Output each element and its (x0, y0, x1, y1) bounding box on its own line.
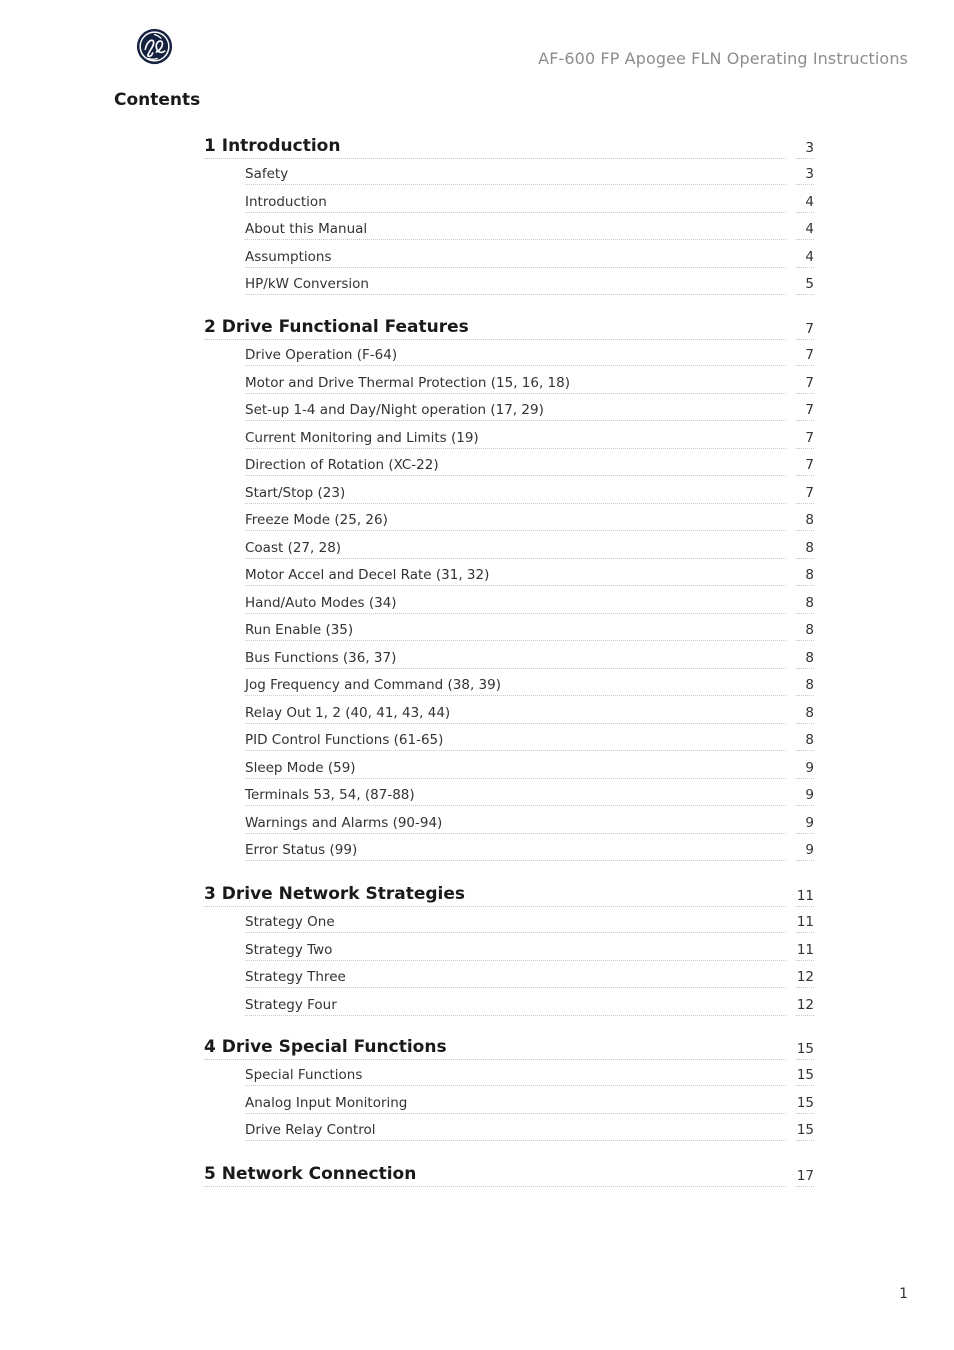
toc-entry-page: 5 (796, 276, 814, 295)
toc-entry[interactable] (245, 249, 814, 268)
document-title: AF-600 FP Apogee FLN Operating Instructions (538, 49, 908, 68)
toc-entry[interactable] (245, 402, 814, 421)
toc-entry-page: 8 (796, 622, 814, 641)
toc-entry-page: 9 (796, 760, 814, 779)
toc-entry-page: 7 (796, 402, 814, 421)
toc-chapter-page: 3 (796, 140, 814, 159)
toc-entry-title: PID Control Functions (61-65) (245, 732, 786, 751)
toc-entry-title: Assumptions (245, 249, 786, 268)
toc-entry-title: Motor Accel and Decel Rate (31, 32) (245, 567, 786, 586)
toc-entry-title: Strategy One (245, 914, 786, 933)
toc-entry-title: Motor and Drive Thermal Protection (15, 16, 18) (245, 375, 786, 394)
toc-entry-page: 4 (796, 221, 814, 240)
toc-entry-title: Strategy Four (245, 997, 786, 1016)
toc-entry[interactable] (245, 969, 814, 988)
toc-chapter-page: 7 (796, 321, 814, 340)
toc-entry[interactable] (245, 457, 814, 476)
toc-chapter-title: 4 Drive Special Functions (204, 1037, 786, 1060)
toc-entry[interactable] (245, 842, 814, 861)
toc-entry-page: 8 (796, 540, 814, 559)
toc-entry-title: Coast (27, 28) (245, 540, 786, 559)
toc-entry[interactable] (245, 997, 814, 1016)
toc-entry[interactable] (245, 194, 814, 213)
toc-entry-page: 8 (796, 650, 814, 669)
toc-entry-page: 8 (796, 677, 814, 696)
toc-entry-title: Hand/Auto Modes (34) (245, 595, 786, 614)
toc-chapter[interactable] (204, 884, 814, 907)
toc-entry-title: Jog Frequency and Command (38, 39) (245, 677, 786, 696)
toc-entry[interactable] (245, 914, 814, 933)
toc-entry-title: Analog Input Monitoring (245, 1095, 786, 1114)
toc-entry-page: 8 (796, 732, 814, 751)
toc-entry-page: 7 (796, 485, 814, 504)
toc-entry-page: 7 (796, 430, 814, 449)
toc-entry-page: 15 (796, 1067, 814, 1086)
toc-chapter-title: 5 Network Connection (204, 1164, 786, 1187)
toc-entry-title: Terminals 53, 54, (87-88) (245, 787, 786, 806)
toc-chapter[interactable] (204, 1037, 814, 1060)
toc-chapter-page: 11 (796, 888, 814, 907)
toc-entry-page: 7 (796, 347, 814, 366)
toc-entry[interactable] (245, 787, 814, 806)
toc-entry-page: 8 (796, 567, 814, 586)
toc-entry[interactable] (245, 221, 814, 240)
toc-chapter-title: 2 Drive Functional Features (204, 317, 786, 340)
contents-heading: Contents (114, 90, 201, 110)
toc-entry-title: Direction of Rotation (XC-22) (245, 457, 786, 476)
toc-entry[interactable] (245, 650, 814, 669)
toc-entry[interactable] (245, 1067, 814, 1086)
ge-monogram-icon (136, 28, 173, 65)
toc-entry-title: Error Status (99) (245, 842, 786, 861)
toc-chapter[interactable] (204, 1164, 814, 1187)
toc-entry-title: Strategy Three (245, 969, 786, 988)
toc-entry-page: 12 (796, 969, 814, 988)
toc-entry-title: Relay Out 1, 2 (40, 41, 43, 44) (245, 705, 786, 724)
toc-entry[interactable] (245, 595, 814, 614)
toc-entry-title: Set-up 1-4 and Day/Night operation (17, 29) (245, 402, 786, 421)
toc-entry[interactable] (245, 732, 814, 751)
toc-entry[interactable] (245, 705, 814, 724)
toc-entry[interactable] (245, 677, 814, 696)
toc-entry-title: Run Enable (35) (245, 622, 786, 641)
toc-entry-page: 11 (796, 942, 814, 961)
toc-entry-title: Drive Operation (F-64) (245, 347, 786, 366)
toc-entry-title: Safety (245, 166, 786, 185)
toc-entry-page: 8 (796, 595, 814, 614)
toc-chapter-page: 17 (796, 1168, 814, 1187)
toc-entry[interactable] (245, 540, 814, 559)
toc-entry-page: 12 (796, 997, 814, 1016)
toc-entry-page: 4 (796, 194, 814, 213)
toc-entry-page: 15 (796, 1122, 814, 1141)
toc-entry-title: Start/Stop (23) (245, 485, 786, 504)
toc-entry-title: Warnings and Alarms (90-94) (245, 815, 786, 834)
toc-entry-page: 8 (796, 512, 814, 531)
toc-entry-page: 9 (796, 815, 814, 834)
toc-entry-page: 7 (796, 457, 814, 476)
toc-entry[interactable] (245, 276, 814, 295)
toc-entry[interactable] (245, 512, 814, 531)
toc-entry-title: Current Monitoring and Limits (19) (245, 430, 786, 449)
toc-entry-page: 9 (796, 787, 814, 806)
toc-entry-page: 4 (796, 249, 814, 268)
toc-entry[interactable] (245, 375, 814, 394)
toc-chapter-title: 1 Introduction (204, 136, 786, 159)
toc-entry-page: 15 (796, 1095, 814, 1114)
toc-entry-title: Sleep Mode (59) (245, 760, 786, 779)
toc-entry[interactable] (245, 430, 814, 449)
toc-entry-page: 9 (796, 842, 814, 861)
toc-entry-title: Introduction (245, 194, 786, 213)
toc-entry-page: 3 (796, 166, 814, 185)
toc-entry-title: Drive Relay Control (245, 1122, 786, 1141)
toc-chapter-title: 3 Drive Network Strategies (204, 884, 786, 907)
page-number: 1 (899, 1286, 908, 1302)
toc-entry-title: Bus Functions (36, 37) (245, 650, 786, 669)
toc-chapter[interactable] (204, 317, 814, 340)
toc-entry-title: Freeze Mode (25, 26) (245, 512, 786, 531)
toc-entry[interactable] (245, 622, 814, 641)
toc-entry[interactable] (245, 485, 814, 504)
toc-entry-title: Strategy Two (245, 942, 786, 961)
toc-chapter[interactable] (204, 136, 814, 159)
toc-entry-page: 7 (796, 375, 814, 394)
toc-entry[interactable] (245, 760, 814, 779)
toc-entry-title: Special Functions (245, 1067, 786, 1086)
toc-entry[interactable] (245, 942, 814, 961)
toc-entry[interactable] (245, 166, 814, 185)
toc-entry[interactable] (245, 815, 814, 834)
toc-entry-page: 8 (796, 705, 814, 724)
toc-entry[interactable] (245, 567, 814, 586)
toc-chapter-page: 15 (796, 1041, 814, 1060)
toc-entry[interactable] (245, 1122, 814, 1141)
toc-entry-title: HP/kW Conversion (245, 276, 786, 295)
toc-entry-page: 11 (796, 914, 814, 933)
toc-entry[interactable] (245, 1095, 814, 1114)
toc-entry-title: About this Manual (245, 221, 786, 240)
toc-entry[interactable] (245, 347, 814, 366)
